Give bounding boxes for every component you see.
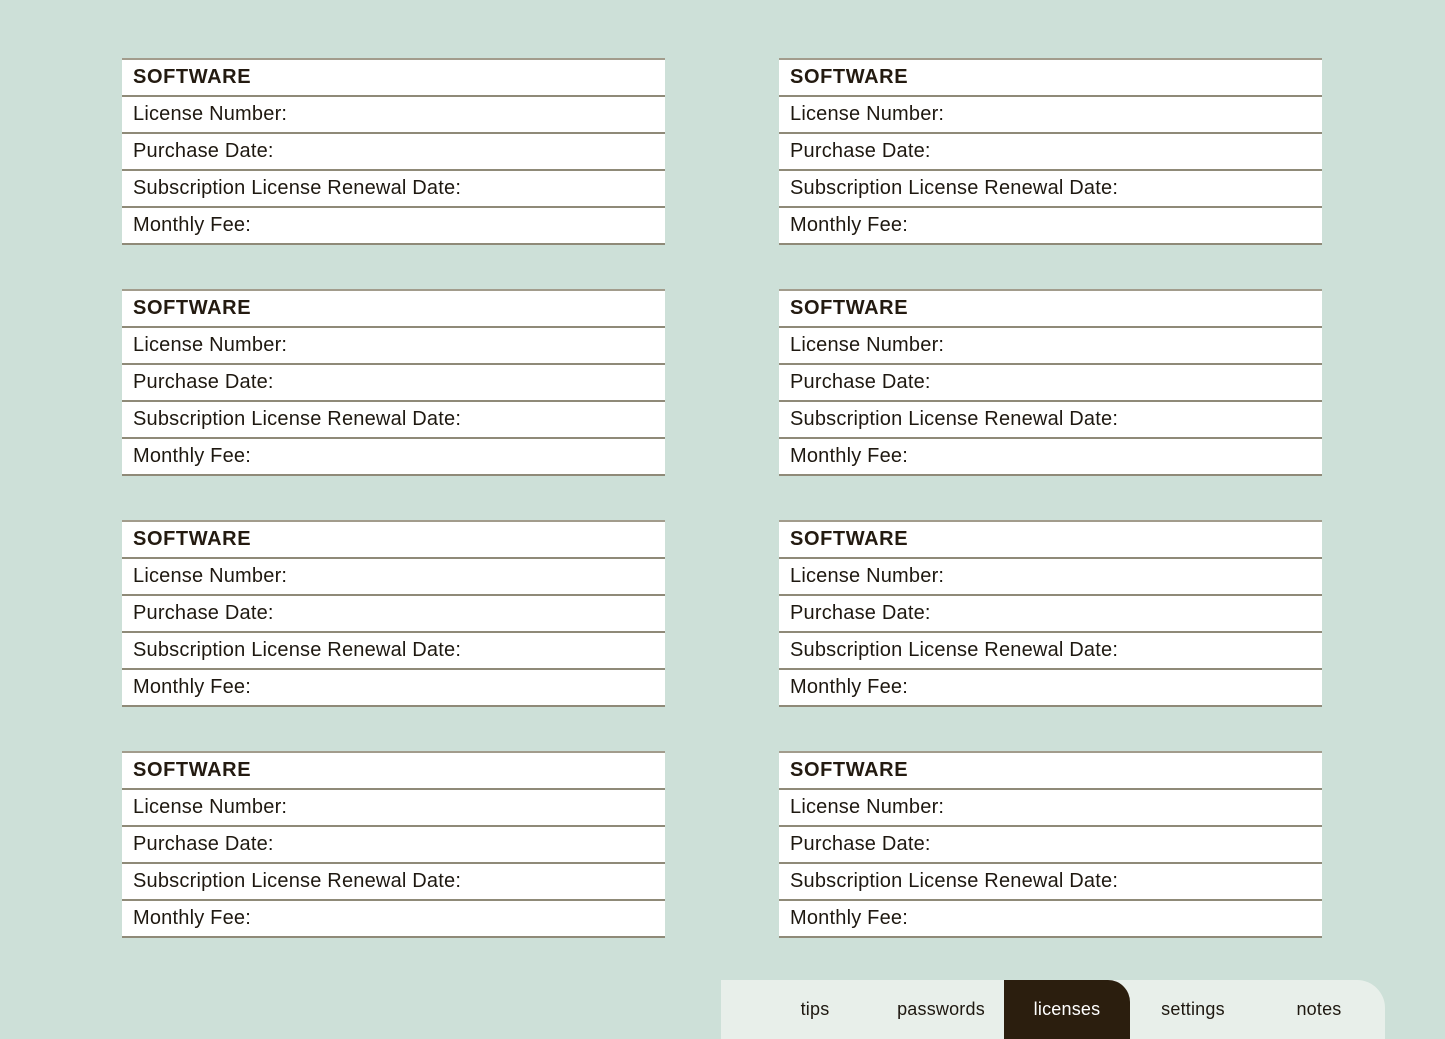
monthly-fee-field[interactable]: Monthly Fee: xyxy=(779,901,1322,938)
purchase-date-field[interactable]: Purchase Date: xyxy=(779,134,1322,171)
purchase-date-field[interactable]: Purchase Date: xyxy=(779,596,1322,633)
purchase-date-field[interactable]: Purchase Date: xyxy=(122,365,665,402)
renewal-date-field[interactable]: Subscription License Renewal Date: xyxy=(122,171,665,208)
software-card xyxy=(779,751,1322,938)
purchase-date-field[interactable]: Purchase Date: xyxy=(122,596,665,633)
renewal-date-field[interactable]: Subscription License Renewal Date: xyxy=(122,864,665,901)
license-number-field[interactable]: License Number: xyxy=(779,328,1322,365)
purchase-date-field[interactable]: Purchase Date: xyxy=(779,827,1322,864)
purchase-date-field[interactable]: Purchase Date: xyxy=(779,365,1322,402)
monthly-fee-field[interactable]: Monthly Fee: xyxy=(779,439,1322,476)
purchase-date-field[interactable]: Purchase Date: xyxy=(122,827,665,864)
card-title: SOFTWARE xyxy=(122,291,665,328)
card-title: SOFTWARE xyxy=(122,522,665,559)
tab-licenses[interactable]: licenses xyxy=(1004,980,1130,1039)
card-title: SOFTWARE xyxy=(779,60,1322,97)
license-number-field[interactable]: License Number: xyxy=(779,790,1322,827)
renewal-date-field[interactable]: Subscription License Renewal Date: xyxy=(779,633,1322,670)
renewal-date-field[interactable]: Subscription License Renewal Date: xyxy=(779,171,1322,208)
renewal-date-field[interactable]: Subscription License Renewal Date: xyxy=(122,633,665,670)
software-card xyxy=(779,520,1322,707)
software-card xyxy=(779,58,1322,245)
renewal-date-field[interactable]: Subscription License Renewal Date: xyxy=(779,402,1322,439)
software-card xyxy=(122,751,665,938)
purchase-date-field[interactable]: Purchase Date: xyxy=(122,134,665,171)
license-number-field[interactable]: License Number: xyxy=(122,97,665,134)
license-card-grid xyxy=(122,58,1322,938)
renewal-date-field[interactable]: Subscription License Renewal Date: xyxy=(779,864,1322,901)
monthly-fee-field[interactable]: Monthly Fee: xyxy=(122,901,665,938)
monthly-fee-field[interactable]: Monthly Fee: xyxy=(122,670,665,707)
license-number-field[interactable]: License Number: xyxy=(122,328,665,365)
card-title: SOFTWARE xyxy=(779,753,1322,790)
tab-passwords[interactable]: passwords xyxy=(897,999,985,1019)
software-card xyxy=(122,520,665,707)
software-card xyxy=(122,58,665,245)
card-title: SOFTWARE xyxy=(779,522,1322,559)
section-tab-bar xyxy=(721,980,1385,1039)
renewal-date-field[interactable]: Subscription License Renewal Date: xyxy=(122,402,665,439)
tab-notes[interactable]: notes xyxy=(1296,999,1342,1019)
monthly-fee-field[interactable]: Monthly Fee: xyxy=(122,439,665,476)
license-number-field[interactable]: License Number: xyxy=(779,559,1322,596)
card-title: SOFTWARE xyxy=(779,291,1322,328)
license-number-field[interactable]: License Number: xyxy=(779,97,1322,134)
license-number-field[interactable]: License Number: xyxy=(122,559,665,596)
license-number-field[interactable]: License Number: xyxy=(122,790,665,827)
card-title: SOFTWARE xyxy=(122,753,665,790)
software-card xyxy=(779,289,1322,476)
monthly-fee-field[interactable]: Monthly Fee: xyxy=(779,208,1322,245)
card-title: SOFTWARE xyxy=(122,60,665,97)
monthly-fee-field[interactable]: Monthly Fee: xyxy=(122,208,665,245)
tab-settings[interactable]: settings xyxy=(1161,999,1225,1019)
software-card xyxy=(122,289,665,476)
tab-tips[interactable]: tips xyxy=(800,999,830,1019)
monthly-fee-field[interactable]: Monthly Fee: xyxy=(779,670,1322,707)
